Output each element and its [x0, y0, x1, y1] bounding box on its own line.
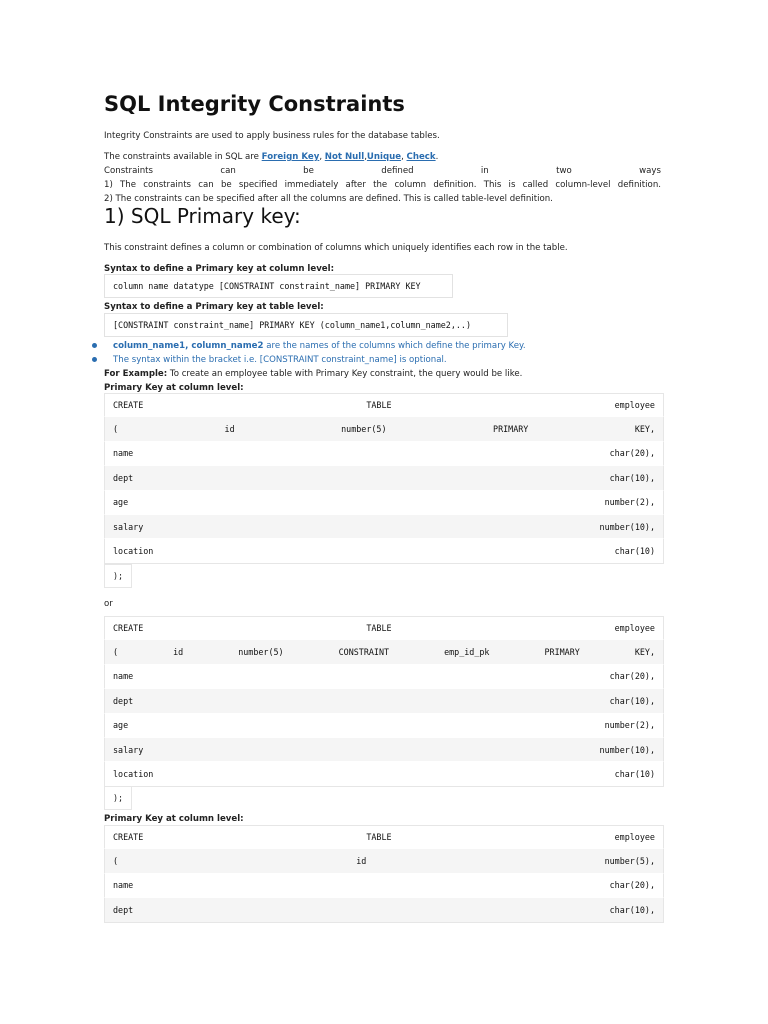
cell: (	[113, 424, 119, 435]
cell: name	[113, 448, 134, 459]
word: in	[480, 166, 489, 176]
table-row	[104, 714, 664, 738]
cell: CREATE	[113, 832, 144, 843]
table-row	[104, 762, 664, 786]
bullet-item	[92, 355, 447, 365]
syntax-column-label: Syntax to define a Primary key at column level:	[104, 264, 335, 274]
cell: age	[113, 720, 129, 731]
bullet-icon	[92, 357, 97, 362]
table-row	[104, 442, 664, 466]
word: two	[556, 166, 572, 176]
table-row	[104, 491, 664, 515]
way-one: 1) The constraints can be specified immediately after the column definition. This is called column-level definition.	[104, 180, 661, 190]
syntax-table-code: [CONSTRAINT constraint_name] PRIMARY KEY (column_name1,column_name2,..)	[104, 313, 508, 337]
code-end-2: );	[104, 786, 132, 810]
table-row	[104, 849, 664, 873]
code-table-3	[104, 825, 664, 923]
table-row	[104, 738, 664, 762]
cell: employee	[614, 832, 655, 843]
table-row	[104, 515, 664, 539]
cell: TABLE	[366, 623, 392, 634]
code-end-1: );	[104, 564, 132, 588]
cell: dept	[113, 695, 134, 706]
cell: char(10),	[609, 904, 655, 915]
table-row	[104, 825, 664, 849]
cell: (	[113, 647, 119, 658]
link-unique[interactable]: Unique	[366, 152, 402, 162]
cell: (	[113, 856, 119, 867]
separator: ,	[364, 152, 367, 162]
bullet-bold: column_name1, column_name2	[113, 341, 264, 351]
cell: salary	[113, 521, 144, 532]
cell: PRIMARY	[493, 424, 529, 435]
ways-line	[104, 166, 661, 176]
cell: dept	[113, 904, 134, 915]
bullet-item	[92, 341, 526, 351]
cell: number(5)	[238, 647, 284, 658]
cell: char(10),	[609, 695, 655, 706]
cell: number(10),	[599, 744, 655, 755]
cell: employee	[614, 623, 655, 634]
table-row	[104, 898, 664, 922]
table-row	[104, 417, 664, 441]
cell: employee	[614, 400, 655, 411]
table-row	[104, 393, 664, 417]
cell: id	[173, 647, 184, 658]
bullet-text: are the names of the columns which define the primary Key.	[263, 341, 526, 351]
cell: location	[113, 546, 154, 557]
pk-column-level-label: Primary Key at column level:	[104, 383, 244, 393]
table-row	[104, 616, 664, 640]
period: .	[435, 152, 439, 162]
cell: char(10)	[614, 769, 655, 780]
cell: dept	[113, 472, 134, 483]
table-row	[104, 689, 664, 713]
cell: number(5)	[341, 424, 387, 435]
or-text: or	[104, 599, 113, 609]
word: can	[220, 166, 236, 176]
cell: id	[356, 856, 367, 867]
table-row	[104, 874, 664, 898]
cell: id	[224, 424, 235, 435]
cell: number(10),	[599, 521, 655, 532]
word: defined	[381, 166, 414, 176]
cell: number(5),	[604, 856, 655, 867]
cell: CREATE	[113, 623, 144, 634]
cell: name	[113, 671, 134, 682]
cell: char(20),	[609, 671, 655, 682]
example-text: To create an employee table with Primary Key constraint, the query would be like.	[167, 369, 523, 379]
link-check[interactable]: Check	[406, 152, 436, 162]
table-row	[104, 665, 664, 689]
code-table-1	[104, 393, 664, 564]
cell: char(20),	[609, 448, 655, 459]
syntax-column-code: column name datatype [CONSTRAINT constraint_name] PRIMARY KEY	[104, 274, 453, 298]
bullet-text: The syntax within the bracket i.e. [CONSTRAINT constraint_name] is optional.	[113, 355, 447, 365]
section-heading-primary-key: 1) SQL Primary key:	[104, 204, 301, 228]
cell: TABLE	[366, 832, 392, 843]
separator: ,	[319, 152, 325, 162]
cell: age	[113, 497, 129, 508]
table-row	[104, 466, 664, 490]
bullet-icon	[92, 343, 97, 348]
cell: CREATE	[113, 400, 144, 411]
cell: TABLE	[366, 400, 392, 411]
page-title: SQL Integrity Constraints	[104, 92, 405, 116]
available-prefix: The constraints available in SQL are	[104, 152, 262, 162]
cell: KEY,	[634, 647, 655, 658]
cell: number(2),	[604, 720, 655, 731]
constraints-available	[104, 152, 438, 162]
cell: KEY,	[634, 424, 655, 435]
cell: emp_id_pk	[444, 647, 490, 658]
table-row	[104, 640, 664, 664]
pk-column-level-label-2: Primary Key at column level:	[104, 814, 244, 824]
word: Constraints	[104, 166, 154, 176]
cell: name	[113, 880, 134, 891]
code-table-2	[104, 616, 664, 787]
cell: salary	[113, 744, 144, 755]
cell: char(10)	[614, 546, 655, 557]
link-foreign-key[interactable]: Foreign Key	[261, 152, 320, 162]
cell: CONSTRAINT	[338, 647, 390, 658]
link-not-null[interactable]: Not Null	[324, 152, 365, 162]
word: ways	[639, 166, 661, 176]
table-row	[104, 539, 664, 563]
example-label: For Example:	[104, 369, 168, 379]
syntax-table-label: Syntax to define a Primary key at table level:	[104, 302, 324, 312]
cell: PRIMARY	[544, 647, 580, 658]
word: be	[303, 166, 314, 176]
cell: number(2),	[604, 497, 655, 508]
example-line	[104, 369, 522, 379]
intro-text: Integrity Constraints are used to apply business rules for the database tables.	[104, 131, 440, 141]
cell: location	[113, 769, 154, 780]
cell: char(10),	[609, 472, 655, 483]
cell: char(20),	[609, 880, 655, 891]
way-two: 2) The constraints can be specified after all the columns are defined. This is called table-level definition.	[104, 194, 553, 204]
separator: ,	[401, 152, 407, 162]
pk-description: This constraint defines a column or combination of columns which uniquely identifies each row in the table.	[104, 243, 568, 253]
